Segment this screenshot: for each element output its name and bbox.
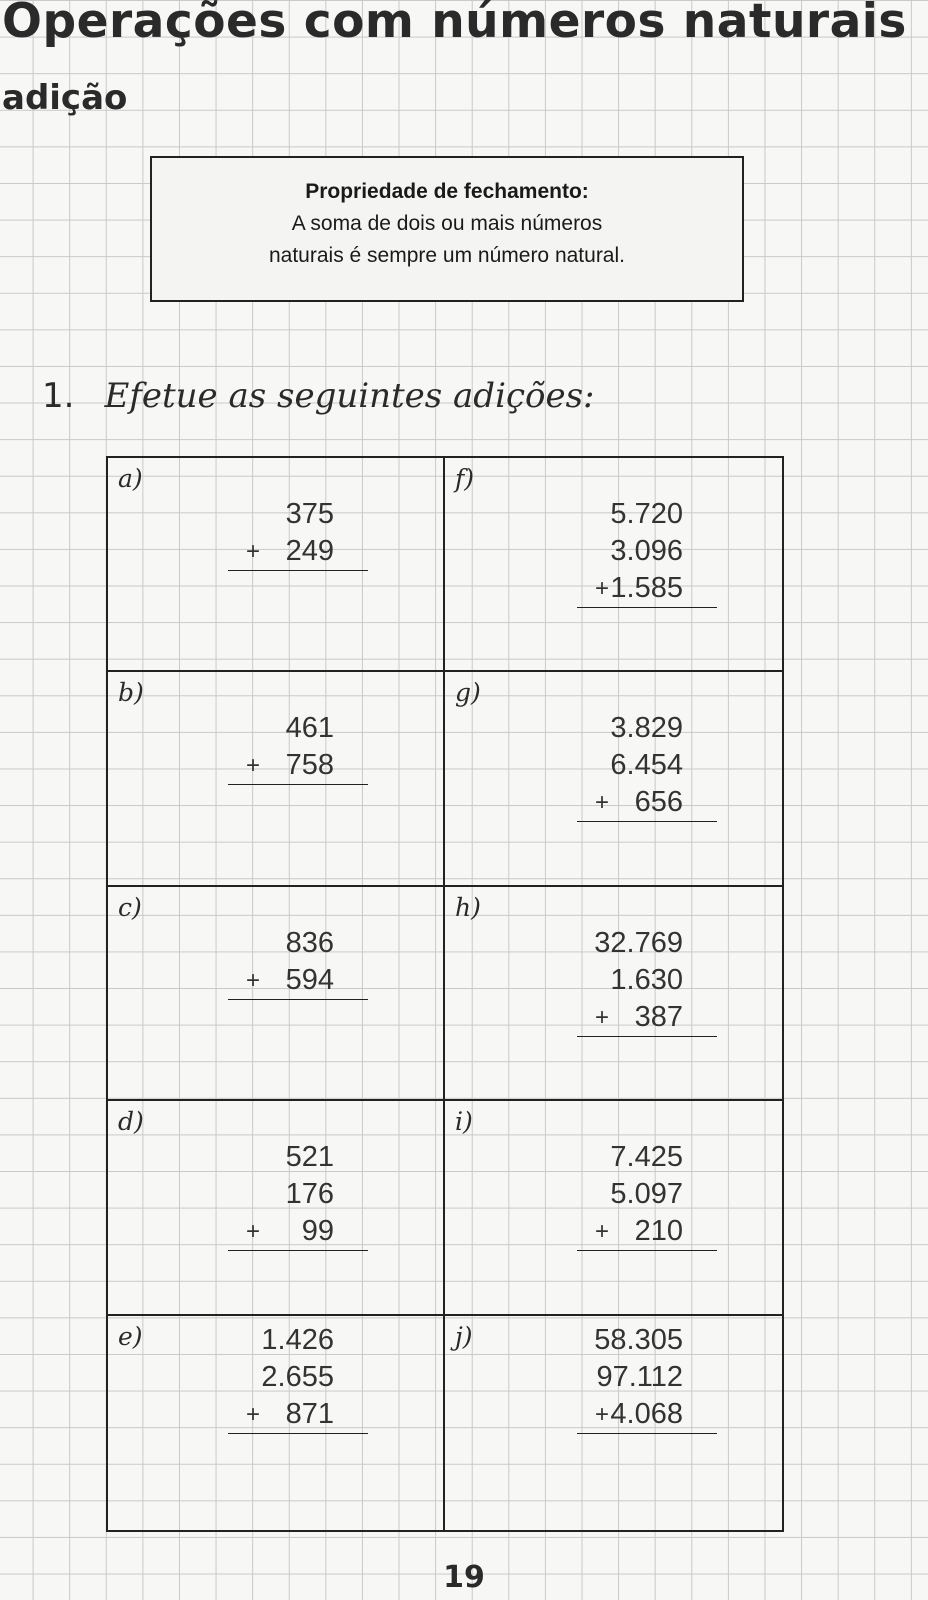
- addend-row: [577, 1359, 717, 1396]
- problem-cell: [108, 887, 445, 1101]
- addend-value: 3.096: [610, 535, 683, 567]
- problem-cell: [108, 458, 445, 672]
- addend-row: [577, 1139, 717, 1176]
- addend-row: [577, 710, 717, 747]
- problem-label: i): [455, 1107, 473, 1137]
- addend-value: 1.585: [610, 572, 683, 604]
- problems-grid: [106, 456, 784, 1532]
- plus-sign: +: [595, 1400, 610, 1428]
- addition-problem: [228, 925, 368, 1000]
- addend-value: 5.720: [610, 498, 683, 530]
- problem-cell: [108, 1316, 445, 1530]
- addend-row: [228, 1176, 368, 1213]
- problem-cell: [445, 672, 782, 886]
- addend-value: 99: [301, 1215, 334, 1248]
- problem-label: f): [455, 464, 475, 493]
- page-number: 19: [443, 1560, 485, 1595]
- problem-label: b): [118, 678, 144, 708]
- addition-problem: [577, 496, 717, 608]
- addend-value: 97.112: [596, 1360, 683, 1393]
- problem-cell: [108, 1101, 445, 1315]
- problem-label: c): [118, 892, 142, 922]
- problem-cell: [108, 672, 445, 886]
- problem-cell: [445, 1101, 782, 1315]
- addend-value: 4.068: [610, 1397, 683, 1430]
- addend-value: 521: [285, 1141, 334, 1174]
- addend-row: [577, 784, 717, 822]
- plus-sign: +: [246, 538, 261, 565]
- addend-value: 5.097: [610, 1178, 683, 1211]
- addend-value: 2.655: [261, 1360, 334, 1393]
- addend-value: 7.425: [610, 1141, 683, 1174]
- addend-value: 176: [285, 1178, 334, 1211]
- property-text-line-2: naturais é sempre um número natural.: [268, 244, 625, 267]
- addend-value: 58.305: [594, 1323, 683, 1356]
- problem-cell: [445, 887, 782, 1101]
- plus-sign: +: [246, 752, 261, 780]
- plus-sign: +: [246, 966, 261, 994]
- addend-row: [228, 1139, 368, 1176]
- property-box: [150, 156, 744, 302]
- addition-problem: [228, 710, 368, 785]
- addition-problem: [577, 1322, 717, 1434]
- addend-row: [228, 1213, 368, 1251]
- addend-value: 387: [634, 1000, 683, 1033]
- addend-value: 3.829: [610, 712, 683, 745]
- addition-problem: [577, 925, 717, 1037]
- addend-row: [577, 962, 717, 999]
- addend-row: [577, 533, 717, 570]
- addition-problem: [577, 1139, 717, 1251]
- addend-row: [228, 962, 368, 1000]
- addend-row: [228, 710, 368, 747]
- addend-value: 656: [634, 786, 683, 819]
- exercise-text: Efetue as seguintes adições:: [104, 376, 595, 416]
- plus-sign: +: [595, 1003, 610, 1031]
- addition-problem: [228, 496, 368, 571]
- addend-value: 836: [285, 926, 334, 959]
- page-title: Operações com números naturais: [2, 0, 907, 49]
- addend-row: [228, 533, 368, 571]
- addend-row: [577, 1176, 717, 1213]
- addend-row: [577, 999, 717, 1037]
- addend-value: 375: [285, 498, 334, 530]
- addend-value: 32.769: [594, 926, 683, 959]
- exercise-instruction: [42, 376, 594, 416]
- addend-row: [577, 1213, 717, 1251]
- addend-row: [228, 747, 368, 785]
- problem-label: g): [455, 678, 481, 708]
- addend-value: 758: [285, 749, 334, 782]
- problem-label: j): [455, 1321, 473, 1351]
- addend-value: 1.426: [261, 1323, 334, 1356]
- plus-sign: +: [246, 1218, 261, 1246]
- exercise-number: 1.: [42, 376, 75, 416]
- addend-value: 461: [285, 712, 334, 745]
- addition-problem: [577, 710, 717, 822]
- addend-value: 6.454: [610, 749, 683, 782]
- addend-row: [228, 925, 368, 962]
- section-subtitle: adição: [2, 78, 128, 118]
- addition-problem: [228, 1139, 368, 1251]
- property-title: Propriedade de fechamento:: [305, 180, 589, 203]
- problem-cell: [445, 458, 782, 672]
- addend-row: [577, 925, 717, 962]
- addend-row: [228, 1396, 368, 1434]
- problem-label: e): [118, 1321, 143, 1351]
- addend-value: 210: [634, 1215, 683, 1248]
- plus-sign: +: [595, 1218, 610, 1246]
- addend-row: [577, 570, 717, 608]
- problem-label: h): [455, 892, 481, 922]
- addend-value: 249: [285, 535, 334, 567]
- addend-row: [577, 496, 717, 533]
- addend-row: [577, 747, 717, 784]
- addend-value: 1.630: [610, 963, 683, 996]
- addend-row: [228, 496, 368, 533]
- plus-sign: +: [595, 789, 610, 817]
- problem-cell: [445, 1316, 782, 1530]
- addend-value: 594: [285, 963, 334, 996]
- addend-row: [228, 1322, 368, 1359]
- property-text-line-1: A soma de dois ou mais números: [291, 212, 603, 235]
- problem-label: a): [118, 464, 143, 493]
- addition-problem: [228, 1322, 368, 1434]
- addend-value: 871: [285, 1397, 334, 1430]
- addend-row: [577, 1322, 717, 1359]
- addend-row: [577, 1396, 717, 1434]
- addend-row: [228, 1359, 368, 1396]
- plus-sign: +: [246, 1400, 261, 1428]
- plus-sign: +: [595, 575, 610, 602]
- problem-label: d): [118, 1107, 144, 1137]
